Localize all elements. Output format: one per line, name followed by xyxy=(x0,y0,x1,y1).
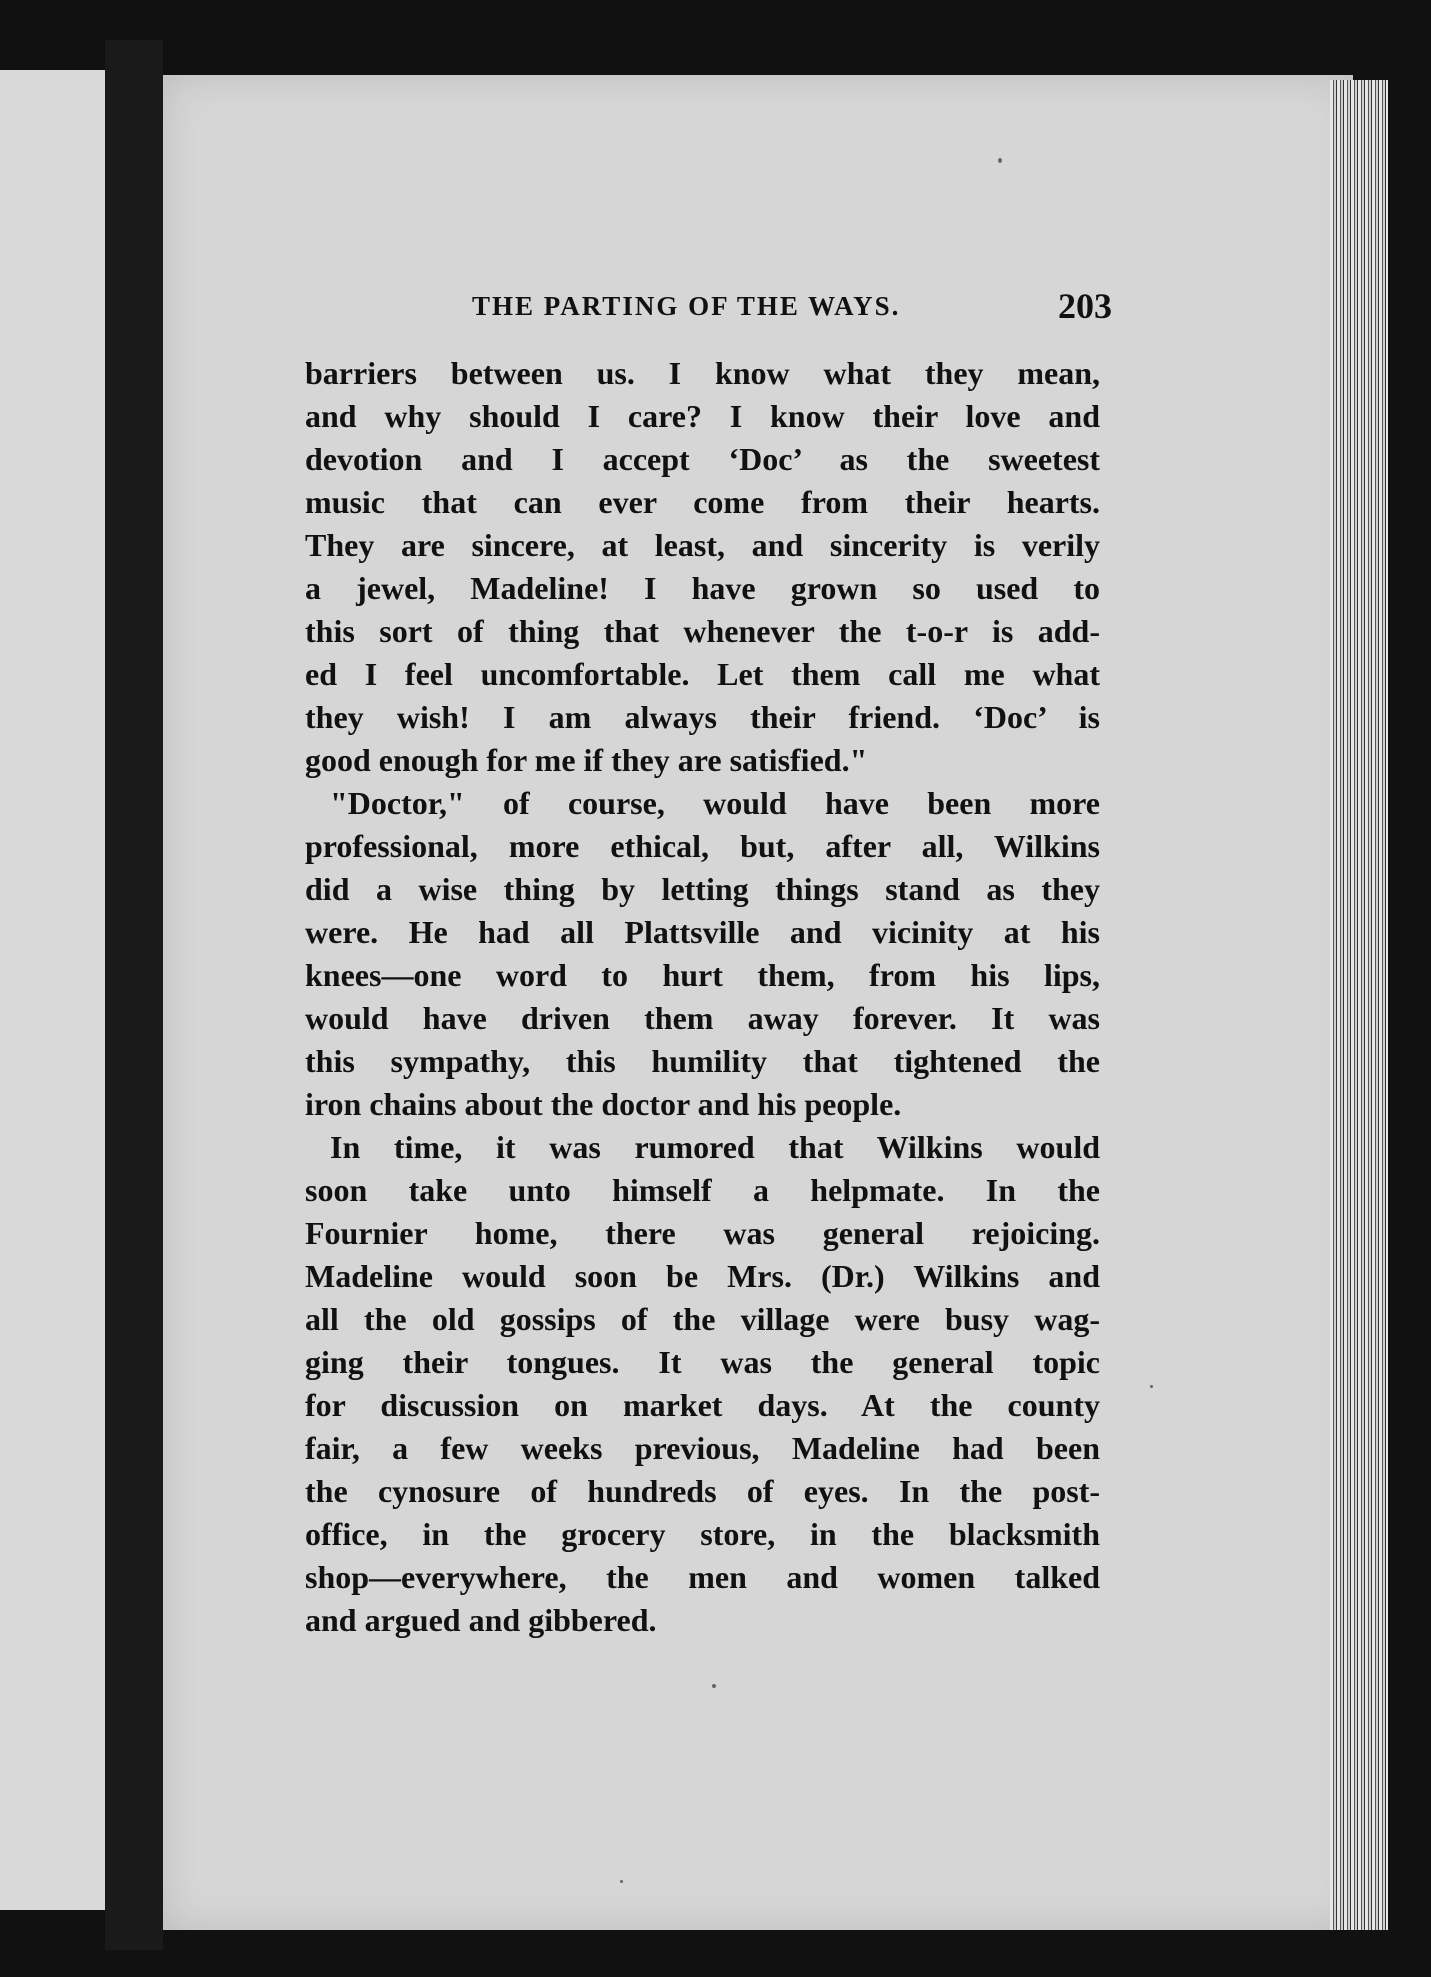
text-line: Fournier home, there was general rejoicing. xyxy=(305,1215,1100,1251)
text-line: ed I feel uncomfortable. Let them call me what xyxy=(305,656,1100,692)
running-head: THE PARTING OF THE WAYS. xyxy=(472,291,901,321)
text-line: They are sincere, at least, and sincerity is verily xyxy=(305,527,1100,563)
text-line: and argued and gibbered. xyxy=(305,1602,657,1638)
text-line: Madeline would soon be Mrs. (Dr.) Wilkins and xyxy=(305,1258,1100,1294)
text-line: did a wise thing by letting things stand as they xyxy=(305,871,1100,907)
text-line: soon take unto himself a helpmate. In the xyxy=(305,1172,1100,1208)
text-line: office, in the grocery store, in the blacksmith xyxy=(305,1516,1100,1552)
text-line: would have driven them away forever. It was xyxy=(305,1000,1100,1036)
text-line: shop—everywhere, the men and women talked xyxy=(305,1559,1100,1595)
text-line: a jewel, Madeline! I have grown so used to xyxy=(305,570,1100,606)
text-line: devotion and I accept ‘Doc’ as the sweetest xyxy=(305,441,1100,477)
text-line: were. He had all Plattsville and vicinity at his xyxy=(305,914,1100,950)
text-line: this sort of thing that whenever the t-o-r is add- xyxy=(305,613,1100,649)
book-binding-shadow xyxy=(105,40,163,1950)
text-line: they wish! I am always their friend. ‘Doc’ is xyxy=(305,699,1100,735)
text-line: for discussion on market days. At the county xyxy=(305,1387,1100,1423)
text-line: iron chains about the doctor and his people. xyxy=(305,1086,902,1122)
body-text xyxy=(305,352,1100,1642)
page-header xyxy=(472,285,1112,335)
text-line: "Doctor," of course, would have been more xyxy=(330,785,1100,821)
text-line: the cynosure of hundreds of eyes. In the post- xyxy=(305,1473,1100,1509)
text-line: barriers between us. I know what they mean, xyxy=(305,355,1100,391)
text-line: and why should I care? I know their love and xyxy=(305,398,1100,434)
page-number: 203 xyxy=(1058,286,1112,326)
text-line: In time, it was rumored that Wilkins would xyxy=(330,1129,1100,1165)
dust-speck xyxy=(712,1684,716,1688)
text-line: this sympathy, this humility that tightened the xyxy=(305,1043,1100,1079)
page-stack-edges xyxy=(1330,80,1388,1930)
text-line: good enough for me if they are satisfied." xyxy=(305,742,868,778)
text-line: fair, a few weeks previous, Madeline had been xyxy=(305,1430,1100,1466)
text-line: all the old gossips of the village were busy wag- xyxy=(305,1301,1100,1337)
dust-speck xyxy=(620,1880,623,1883)
dust-speck xyxy=(998,158,1002,163)
text-line: ging their tongues. It was the general topic xyxy=(305,1344,1100,1380)
text-line: music that can ever come from their hearts. xyxy=(305,484,1100,520)
facing-page-edge xyxy=(0,70,105,1910)
dust-speck xyxy=(1150,1385,1153,1388)
text-line: knees—one word to hurt them, from his lips, xyxy=(305,957,1100,993)
text-line: professional, more ethical, but, after all, Wilkins xyxy=(305,828,1100,864)
